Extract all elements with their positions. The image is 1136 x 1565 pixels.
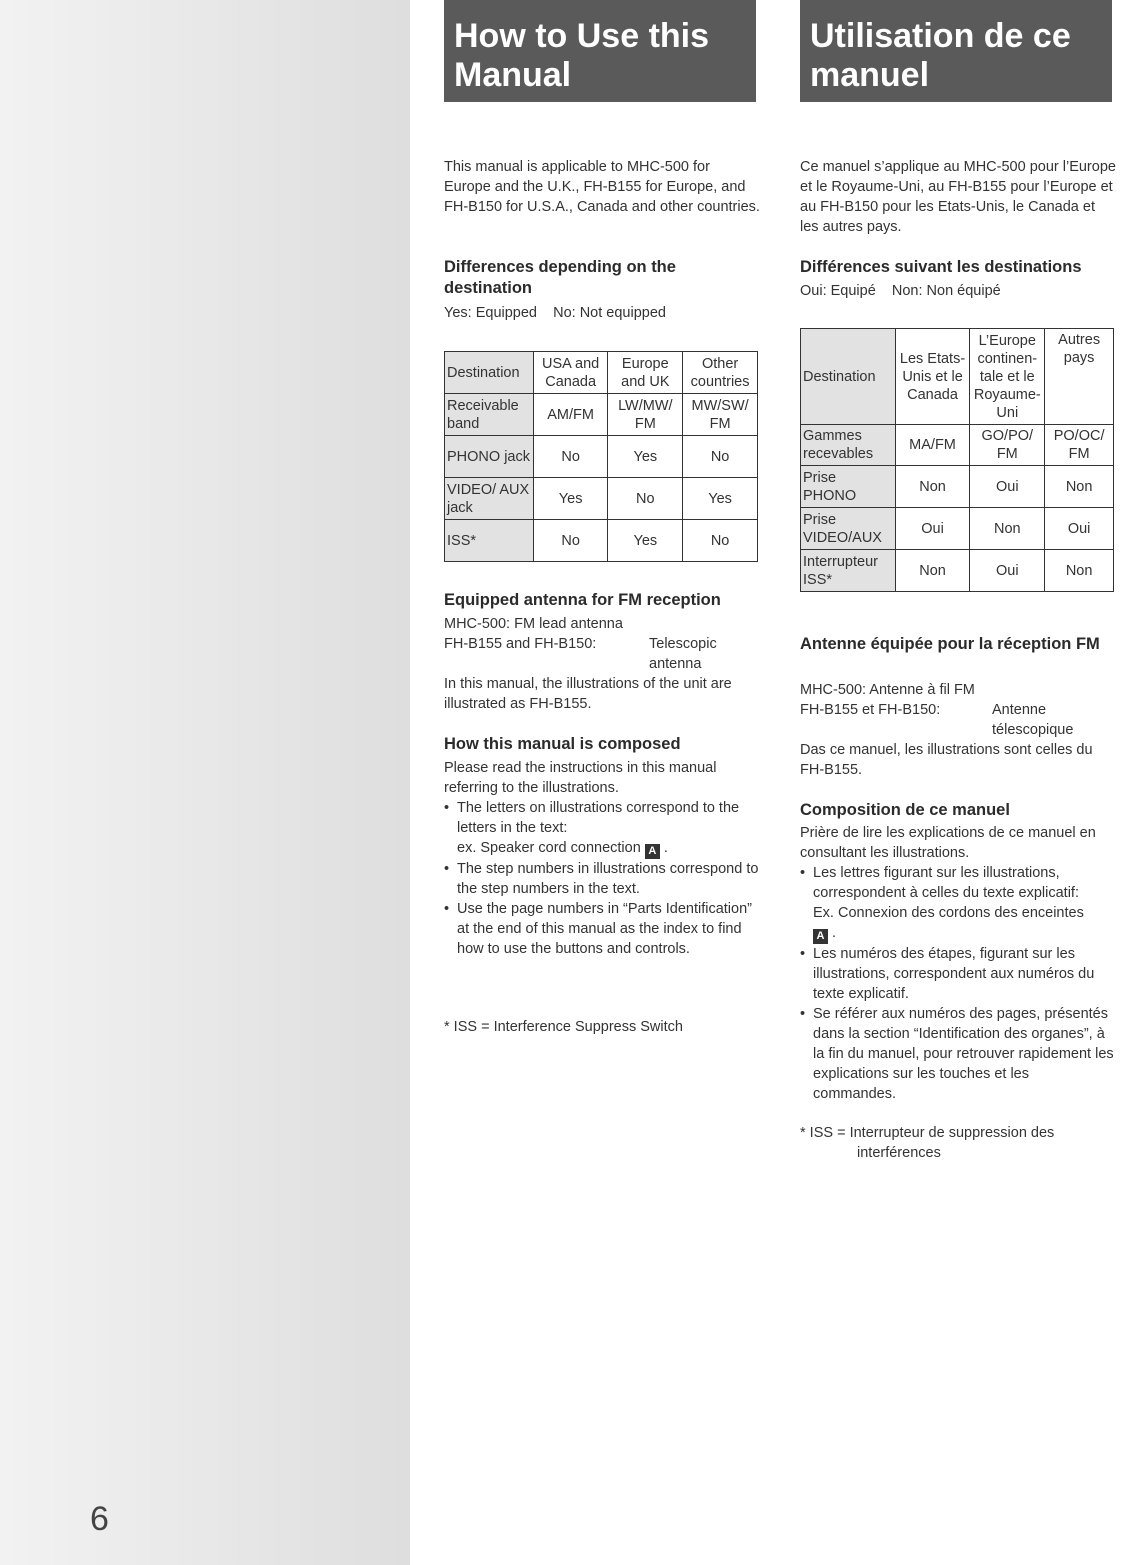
- table-cell: Non: [895, 550, 970, 592]
- gray-side-band: [0, 0, 410, 1565]
- table-row: [801, 550, 1114, 592]
- intro-paragraph: This manual is applicable to MHC-500 for Europe and the U.K., FH-B155 for Europe, and FH-B150 for U.S.A., Canada and other countries.: [444, 159, 760, 215]
- table-header-cell: Other countries: [683, 352, 758, 394]
- table-row: [801, 508, 1114, 550]
- table-cell: MW/SW/ FM: [683, 394, 758, 436]
- table-cell: Oui: [895, 508, 970, 550]
- table-cell: No: [533, 436, 608, 478]
- composed-heading: Composition de ce manuel: [800, 801, 1010, 819]
- table-cell: No: [608, 478, 683, 520]
- table-row-label: Prise PHONO: [801, 466, 896, 508]
- table-row: [445, 520, 758, 562]
- page-number: 6: [90, 1500, 109, 1538]
- antenna-line-mhc500: MHC-500: FM lead antenna: [444, 616, 623, 632]
- differences-heading: Différences suivant les destinations: [800, 258, 1082, 276]
- table-row: [801, 466, 1114, 508]
- antenna-line-fhb-label: FH-B155 et FH-B150:: [800, 702, 941, 718]
- list-item: [444, 899, 760, 959]
- table-cell: Non: [970, 508, 1045, 550]
- composed-intro: Prière de lire les explications de ce manuel en consultant les illustrations.: [800, 825, 1096, 861]
- composed-intro: Please read the instructions in this manual referring to the illustrations.: [444, 760, 717, 796]
- antenna-note: Das ce manuel, les illustrations sont celles du FH-B155.: [800, 742, 1093, 778]
- list-item: [800, 1004, 1116, 1104]
- table-cell: Yes: [683, 478, 758, 520]
- table-cell: GO/PO/ FM: [970, 425, 1045, 466]
- table-header-cell: Destination: [801, 329, 896, 425]
- table-header-cell: Les Etats-Unis et le Canada: [895, 329, 970, 425]
- table-cell: Yes: [533, 478, 608, 520]
- antenna-line-fhb-value-cont: télescopique: [992, 722, 1074, 738]
- legend-text: Oui: Equipé Non: Non équipé: [800, 283, 1001, 299]
- antenna-note: In this manual, the illustrations of the unit are illustrated as FH-B155.: [444, 676, 732, 712]
- table-row-label: Receivable band: [445, 394, 534, 436]
- table-cell: No: [683, 436, 758, 478]
- table-header-row: [445, 352, 758, 394]
- table-header-cell: L’Europe continen- tale et le Royaume- Uni: [970, 329, 1045, 425]
- table-cell: No: [533, 520, 608, 562]
- table-header-cell: Europe and UK: [608, 352, 683, 394]
- table-header-cell: Destination: [445, 352, 534, 394]
- table-cell: Non: [895, 466, 970, 508]
- table-row-label: Interrupteur ISS*: [801, 550, 896, 592]
- page-title-en: How to Use this Manual: [444, 0, 756, 102]
- antenna-line-fhb-label: FH-B155 and FH-B150:: [444, 636, 597, 652]
- table-row-label: Gammes recevables: [801, 425, 896, 466]
- footnote: * ISS = Interference Suppress Switch: [444, 1019, 683, 1035]
- list-item: [800, 944, 1116, 1004]
- table-header-row: [801, 329, 1114, 425]
- table-row-label: VIDEO/ AUX jack: [445, 478, 534, 520]
- table-row-label: ISS*: [445, 520, 534, 562]
- bullet-text: The step numbers in illustrations correspond to the step numbers in the text.: [457, 861, 759, 897]
- bullet-text: Les numéros des étapes, figurant sur les illustrations, correspondent aux numéros du texte explicatif.: [813, 946, 1095, 1002]
- table-cell: AM/FM: [533, 394, 608, 436]
- table-cell: Yes: [608, 520, 683, 562]
- antenna-heading: Antenne équipée pour la réception FM: [800, 635, 1100, 653]
- table-cell: MA/FM: [895, 425, 970, 466]
- table-cell: LW/MW/ FM: [608, 394, 683, 436]
- footnote: * ISS = Interrupteur de suppression des: [800, 1125, 1055, 1141]
- composed-heading: How this manual is composed: [444, 735, 681, 753]
- table-cell: PO/OC/ FM: [1045, 425, 1114, 466]
- list-item: • The letters on illustrations correspond to the letters in the text: ex. Speaker cord connection A .: [444, 798, 760, 859]
- bullet-example: ex. Speaker cord connection: [457, 840, 641, 856]
- bullet-text: Se référer aux numéros des pages, présentés dans la section “Identification des organes”, à la fin du manuel, pour retrouver rapidement les explications sur les touches et les commandes.: [813, 1006, 1114, 1102]
- table-row: [445, 394, 758, 436]
- list-item: • Les lettres figurant sur les illustrations, correspondent à celles du texte explicatif: Ex. Connexion des cordons des enceintes A .: [800, 863, 1116, 944]
- page-title-fr: Utilisation de ce manuel: [800, 0, 1112, 102]
- illustration-marker-a: A: [645, 844, 660, 859]
- table-cell: Oui: [970, 550, 1045, 592]
- antenna-line-fhb-value: Telescopic: [649, 636, 717, 652]
- intro-paragraph: Ce manuel s’applique au MHC-500 pour l’Europe et le Royaume-Uni, au FH-B155 pour l’Europe et au FH-B150 pour les Etats-Unis, le Canada et les autres pays.: [800, 159, 1116, 235]
- antenna-line-fhb-value-cont: antenna: [649, 656, 702, 672]
- table-row-label: PHONO jack: [445, 436, 534, 478]
- table-header-cell: USA and Canada: [533, 352, 608, 394]
- destination-table: [444, 351, 758, 562]
- instructions-list: [444, 798, 760, 959]
- table-cell: Oui: [970, 466, 1045, 508]
- table-cell: Non: [1045, 466, 1114, 508]
- list-item: [444, 859, 760, 899]
- instructions-list: [800, 863, 1116, 1104]
- table-row: [801, 425, 1114, 466]
- table-header-cell: Autres pays: [1045, 329, 1114, 425]
- table-cell: No: [683, 520, 758, 562]
- table-row: [445, 436, 758, 478]
- table-cell: Oui: [1045, 508, 1114, 550]
- illustration-marker-a: A: [813, 929, 828, 944]
- legend-text: Yes: Equipped No: Not equipped: [444, 305, 666, 321]
- differences-heading: Differences depending on the destination: [444, 258, 676, 297]
- table-row: [445, 478, 758, 520]
- bullet-text: Use the page numbers in “Parts Identification” at the end of this manual as the index to find how to use the buttons and controls.: [457, 901, 752, 957]
- table-row-label: Prise VIDEO/AUX: [801, 508, 896, 550]
- footnote-cont: interférences: [857, 1145, 941, 1161]
- table-cell: Non: [1045, 550, 1114, 592]
- bullet-text: The letters on illustrations correspond to the letters in the text:: [457, 800, 740, 836]
- destination-table: [800, 328, 1114, 592]
- bullet-example: Ex. Connexion des cordons des enceintes: [813, 905, 1084, 921]
- antenna-heading: Equipped antenna for FM reception: [444, 591, 721, 609]
- table-cell: Yes: [608, 436, 683, 478]
- bullet-text: Les lettres figurant sur les illustrations, correspondent à celles du texte explicatif:: [813, 865, 1079, 901]
- antenna-line-fhb-value: Antenne: [992, 702, 1047, 718]
- antenna-line-mhc500: MHC-500: Antenne à fil FM: [800, 682, 975, 698]
